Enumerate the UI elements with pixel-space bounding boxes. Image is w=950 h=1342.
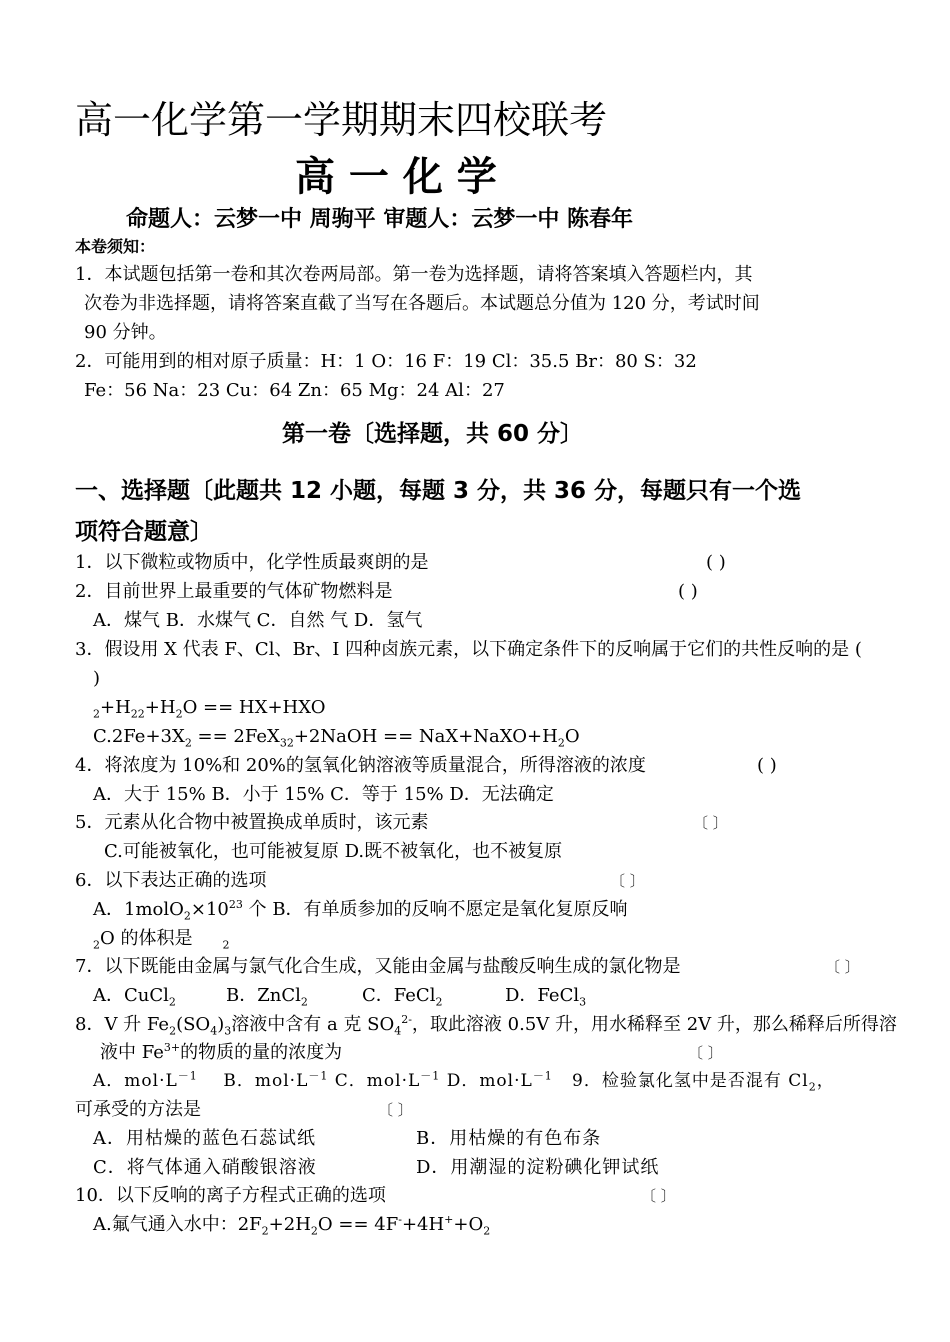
notice-item-1-line-1: 1．本试题包括第一卷和其次卷两局部。第一卷为选择题，请将答案填入答题栏内，其	[75, 264, 753, 285]
authors-line: 命题人：云梦一中 周驹平 审题人：云梦一中 陈春年	[126, 207, 633, 232]
question-8-options: A．$mol\cdot L^{-1}$ B．$mol\cdot L^{-1}$ C．$mol\cdot L^{-1}$ D．$mol\cdot L^{-1}$ 9．检验氯化氢中是否混有 $Cl_2$，	[93, 1069, 835, 1094]
question-5-options: C.可能被氧化，也可能被复原 D.既不被氧化，也不被复原	[104, 841, 563, 862]
question-7-option-d: D．FeCl$_3$	[505, 985, 587, 1009]
notice-item-1-line-2: 次卷为非选择题，请将答案直截了当写在各题后。本试题总分值为 120 分，考试时间	[84, 293, 760, 314]
notice-item-2-line-1: 2．可能用到的相对原子质量：H：1 O：16 F：19 Cl：35.5 Br：80 S：32	[75, 351, 697, 372]
question-9-option-b: B．用枯燥的有色布条	[416, 1128, 602, 1149]
question-3-options-ab: $_2+H_{22}+H_2O == HX+HXO$	[93, 697, 326, 721]
question-7-option-b: B．ZnCl$_2$	[226, 985, 308, 1009]
notice-item-1-line-3: 90 分钟。	[84, 322, 167, 343]
question-2-options: A．煤气 B．水煤气 C．自然 气 D．氢气	[93, 610, 423, 631]
subject-title: 高 一 化 学	[295, 154, 497, 200]
question-5: 5．元素从化合物中被置换成单质时，该元素	[75, 812, 429, 833]
question-3-line-1: 3．假设用 X 代表 F、Cl、Br、I 四种卤族元素，以下确定条件下的反响属于它们的共性反响的是 (	[75, 639, 862, 660]
question-9-option-a: A．用枯燥的蓝色石蕊试纸	[93, 1128, 316, 1149]
notice-item-2-line-2: Fe：56 Na：23 Cu：64 Zn：65 Mg：24 Al：27	[84, 380, 505, 401]
answer-paren: 〔 〕	[693, 814, 728, 832]
exam-title: 高一化学第一学期期末四校联考	[75, 98, 608, 142]
question-7: 7．以下既能由金属与氯气化合生成，又能由金属与盐酸反响生成的氯化物是	[75, 956, 681, 977]
section-title-line-1: 一、选择题〔此题共 12 小题，每题 3 分，共 36 分，每题只有一个选	[75, 478, 802, 504]
question-9: 9．检验氯化氢中是否混有 $Cl_2$，	[572, 1071, 835, 1094]
question-9-option-c: C．将气体通入硝酸银溶液	[93, 1157, 317, 1178]
question-3-line-2: )	[93, 668, 101, 689]
question-8-line-1: 8．V 升 $Fe_2(SO_4)_3$溶液中含有 a 克 $SO_4^{2-}$，取此溶液 0.5V 升，用水稀释至 2V 升，那么稀释后所得溶	[75, 1013, 897, 1038]
question-2: 2．目前世界上最重要的气体矿物燃料是	[75, 581, 393, 602]
question-6-options: A．$1molO_2\times 10^{23}$ 个 B．有单质参加的反响不愿定是氧化复原反响	[93, 898, 628, 923]
question-9-option-d: D．用潮湿的淀粉碘化钾试纸	[416, 1157, 660, 1178]
notice-heading: 本卷须知：	[75, 237, 156, 256]
answer-paren: 〔 〕	[610, 872, 645, 890]
answer-paren: ( )	[757, 755, 777, 776]
question-10: 10．以下反响的离子方程式正确的选项	[75, 1185, 386, 1206]
question-4-options: A．大于 15% B．小于 15% C．等于 15% D．无法确定	[93, 784, 554, 805]
section-title-line-2: 项符合题意〕	[75, 519, 213, 545]
question-9-line-2: 可承受的方法是	[75, 1099, 201, 1120]
answer-paren: 〔 〕	[378, 1101, 413, 1119]
answer-paren: ( )	[678, 581, 698, 602]
question-7-option-a: A．CuCl$_2$	[93, 985, 176, 1009]
question-4: 4．将浓度为 10%和 20%的氢氧化钠溶液等质量混合，所得溶液的浓度	[75, 755, 646, 776]
part1-title: 第一卷〔选择题，共 60 分〕	[282, 421, 584, 447]
question-7-option-c: C．FeCl$_2$	[362, 985, 443, 1009]
answer-paren: 〔 〕	[641, 1187, 676, 1205]
question-10-option-a: A.氟气通入水中：$2F_2+2H_2O == 4F^-+4H^++O_2$	[93, 1213, 491, 1238]
question-3-options-cd: $C.2Fe+3X_2$ == 2FeX$_{32}$+2NaOH == $NaX+NaXO+H_2O$	[93, 726, 580, 750]
answer-paren: 〔 〕	[825, 958, 860, 976]
question-8-line-2: 液中 $Fe^{3+}$的物质的量的浓度为	[100, 1041, 343, 1063]
question-1: 1．以下微粒或物质中，化学性质最爽朗的是	[75, 552, 429, 573]
answer-paren: 〔 〕	[688, 1044, 723, 1062]
question-6: 6．以下表达正确的选项	[75, 870, 267, 891]
question-6-options-line-2: $_2$O 的体积是 $_2$	[93, 928, 230, 952]
answer-paren: ( )	[706, 552, 726, 573]
